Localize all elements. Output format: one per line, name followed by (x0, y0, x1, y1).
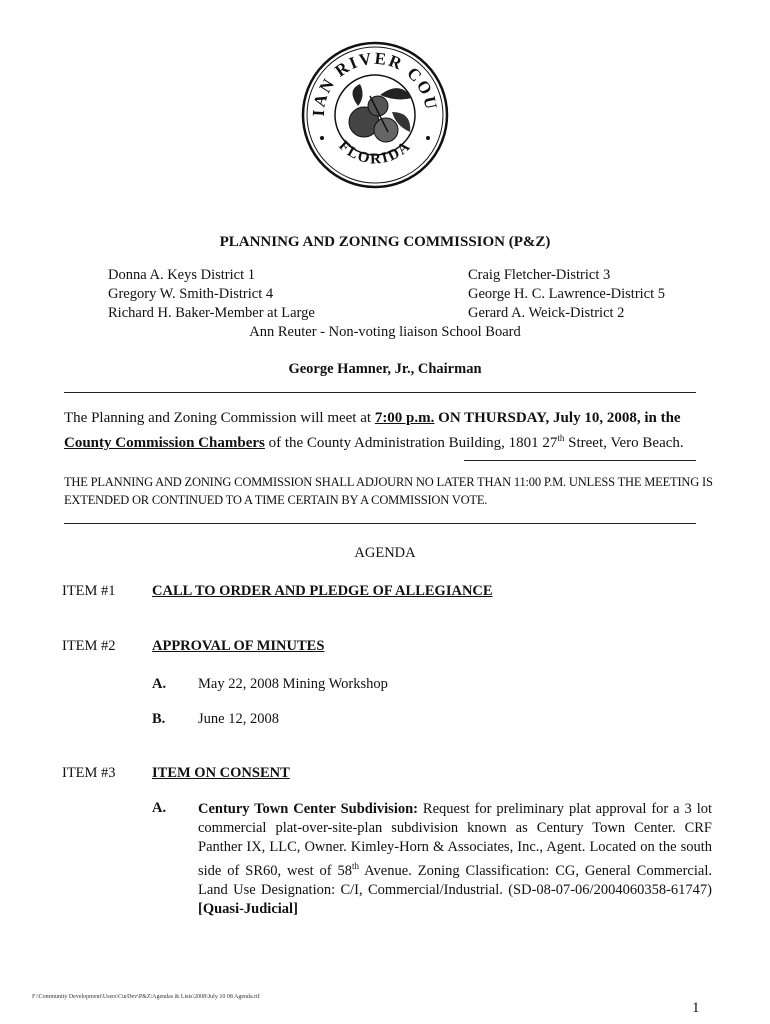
member-name: Craig Fletcher-District 3 (468, 267, 611, 283)
svg-text:INDIAN RIVER COUNTY: IAN RIVER COU (308, 48, 442, 117)
county-seal-logo (300, 40, 450, 190)
sub-item-letter: A. (152, 800, 167, 816)
page-title: PLANNING AND ZONING COMMISSION (P&Z) (219, 234, 551, 250)
liaison-line: Ann Reuter - Non-voting liaison School Board (249, 324, 521, 340)
meeting-location: County Commission Chambers (64, 435, 265, 451)
agenda-heading: AGENDA (354, 545, 416, 561)
meeting-notice: The Planning and Zoning Commission will meet at 7:00 p.m. ON THURSDAY, July 10, 2008, in the County Commission Chambers of the County Administration Building, 1801 27th Street, Vero Beach. (64, 410, 684, 451)
meeting-time: 7:00 p.m. (374, 410, 435, 426)
sub-item-letter: B. (152, 711, 166, 727)
sub-item-text: May 22, 2008 Mining Workshop (198, 676, 388, 692)
consent-item-title: Century Town Center Subdivision: (198, 801, 418, 817)
sub-item-text: June 12, 2008 (198, 711, 279, 727)
divider-rule (64, 392, 696, 393)
members-left-column (108, 266, 315, 323)
item-number: ITEM #3 (62, 765, 116, 781)
member-name: Richard H. Baker-Member at Large (108, 305, 315, 321)
item-title: APPROVAL OF MINUTES (152, 638, 325, 654)
adjourn-notice: THE PLANNING AND ZONING COMMISSION SHALL ADJOURN NO LATER THAN 11:00 P.M. UNLESS THE MEETING IS EXTENDED OR CONTINUED TO A TIME CERTAIN BY A COMMISSION VOTE. (64, 475, 713, 507)
orange-branch-icon (349, 84, 412, 142)
footer-file-path: F:\Community Development\Users\CurDev\P&Z\Agendas & Lists\2008\July 10 08 Agenda.rtf (32, 994, 260, 1000)
divider-rule (64, 523, 696, 524)
item-number: ITEM #1 (62, 583, 116, 599)
sub-item-letter: A. (152, 676, 167, 692)
consent-item-description: Century Town Center Subdivision: Request for preliminary plat approval for a 3 lot commercial plat-over-site-plan subdivision known as Century Town Center. CRF Panther IX, LLC, Owner. Kimley-Horn & Associates, Inc., Agent. Located on the south side of SR60, west of 58th Avenue. Zoning Classification: CG, General Commercial. Land Use Designation: C/I, Commercial/Industrial. (SD-08-07-06/2004060358-61747) [Quasi-Judicial] (198, 801, 713, 917)
svg-text:FLORIDA: FLORIDA (335, 137, 415, 168)
quasi-judicial-tag: [Quasi-Judicial] (198, 900, 298, 917)
item-title: ITEM ON CONSENT (152, 765, 290, 781)
member-name: Donna A. Keys District 1 (108, 267, 255, 283)
member-name: Gerard A. Weick-District 2 (468, 305, 625, 321)
item-number: ITEM #2 (62, 638, 116, 654)
item-title: CALL TO ORDER AND PLEDGE OF ALLEGIANCE (152, 583, 493, 599)
member-name: George H. C. Lawrence-District 5 (468, 286, 666, 302)
chairman-line: George Hamner, Jr., Chairman (288, 361, 482, 377)
divider-rule (464, 460, 696, 461)
page-number: 1 (692, 1000, 700, 1016)
members-right-column (468, 266, 665, 323)
member-name: Gregory W. Smith-District 4 (108, 286, 274, 302)
